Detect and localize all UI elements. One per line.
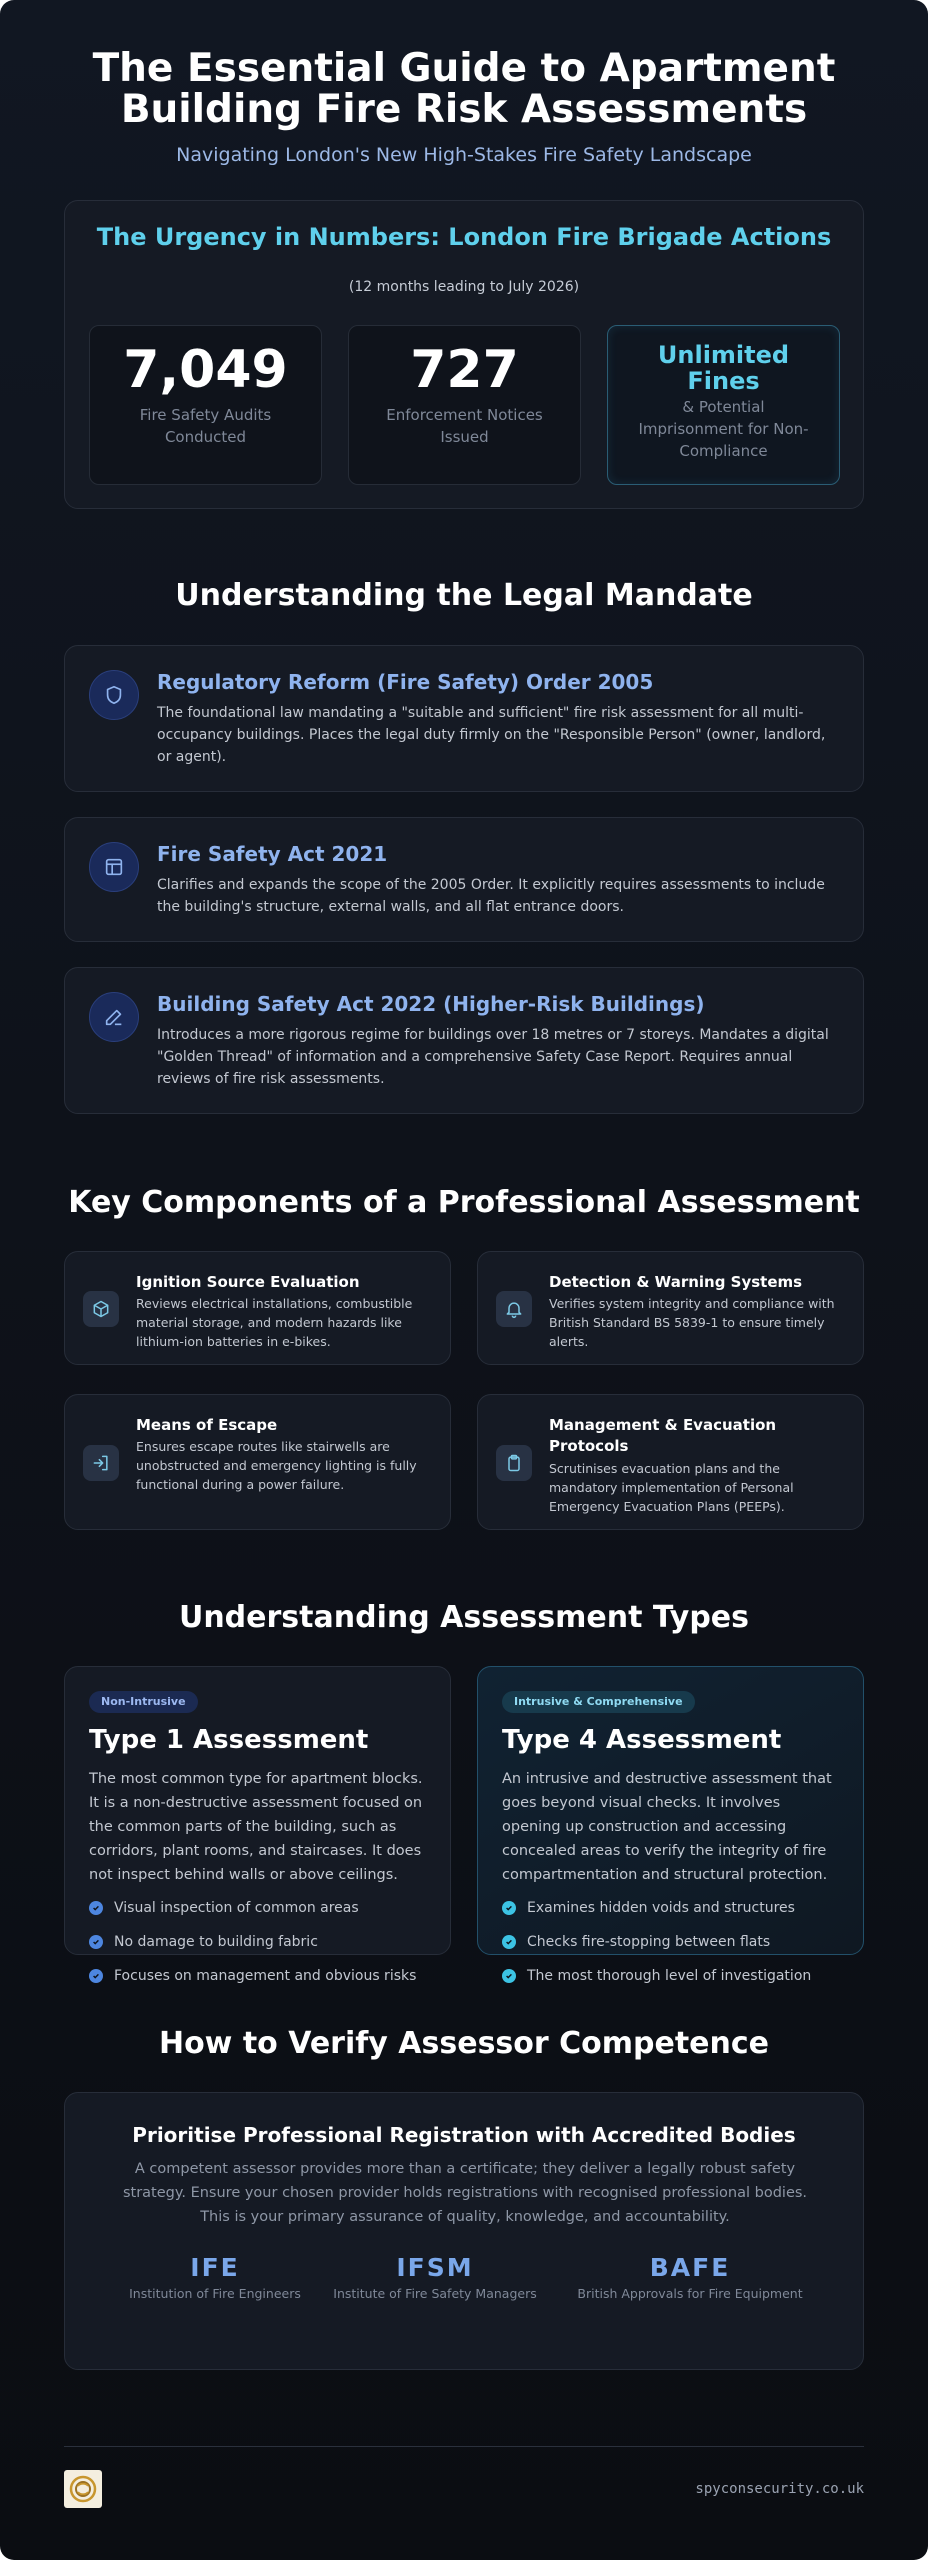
check-icon: [502, 1901, 516, 1915]
stat-notices: [348, 325, 581, 485]
legal-heading: Fire Safety Act 2021: [157, 842, 388, 866]
component-heading: Means of Escape: [136, 1416, 278, 1434]
legal-heading: Regulatory Reform (Fire Safety) Order 2005: [157, 670, 654, 694]
component-heading: Detection & Warning Systems: [549, 1273, 803, 1291]
body-bafe: [565, 2253, 815, 2301]
page-subtitle: Navigating London's New High-Stakes Fire Safety Landscape: [176, 144, 752, 166]
check-icon: [502, 1935, 516, 1949]
component-text: Ensures escape routes like stairwells are unobstructed and emergency lighting is fully functional during a power failure.: [136, 1439, 417, 1492]
stat-fines: [607, 325, 840, 485]
body-name: British Approvals for Fire Equipment: [577, 2286, 803, 2301]
competence-card-title: Prioritise Professional Registration with Accredited Bodies: [132, 2123, 796, 2147]
competence-section-title: How to Verify Assessor Competence: [158, 2026, 770, 2061]
type1-badge: Non-Intrusive: [89, 1691, 198, 1713]
type4-text: An intrusive and destructive assessment that goes beyond visual checks. It involves opening up construction and accessing concealed areas to verify the integrity of fire compartmentation and structural protection.: [502, 1771, 832, 1883]
legal-card-fire-safety-act: [64, 817, 864, 942]
list-item: Focuses on management and obvious risks: [89, 1959, 416, 1993]
footer-divider: [64, 2446, 864, 2447]
stat-value: 7,049: [123, 340, 288, 400]
component-card-escape: [64, 1394, 451, 1530]
check-icon: [502, 1969, 516, 1983]
types-section-title: Understanding Assessment Types: [178, 1600, 750, 1635]
stat-value: 727: [410, 340, 519, 400]
type4-heading: Type 4 Assessment: [502, 1725, 782, 1755]
stat-label: & Potential Imprisonment for Non-Compliance: [638, 398, 809, 460]
stat-label: Fire Safety Audits Conducted: [139, 406, 272, 446]
stat-value: Unlimited Fines: [657, 341, 790, 395]
layout-icon: [89, 842, 139, 892]
type4-badge: Intrusive & Comprehensive: [502, 1691, 695, 1713]
list-item: Examines hidden voids and structures: [502, 1891, 811, 1925]
body-ife: [125, 2253, 305, 2301]
cube-icon: [83, 1291, 119, 1327]
body-name: Institute of Fire Safety Managers: [333, 2286, 537, 2301]
component-heading: Management & Evacuation Protocols: [549, 1416, 777, 1455]
urgency-card: [64, 200, 864, 509]
check-icon: [89, 1901, 103, 1915]
urgency-period-note: (12 months leading to July 2026): [348, 279, 580, 295]
component-card-ignition: [64, 1251, 451, 1365]
legal-card-2005-order: [64, 645, 864, 792]
stat-audits: [89, 325, 322, 485]
list-item: Checks fire-stopping between flats: [502, 1925, 811, 1959]
legal-text: Introduces a more rigorous regime for buildings over 18 metres or 7 storeys. Mandates a digital "Golden Thread" of information and a comprehensive Safety Case Report. Requires annual reviews of fire risk assessments.: [157, 1027, 829, 1087]
check-icon: [89, 1935, 103, 1949]
body-ifsm: [325, 2253, 545, 2301]
bell-icon: [496, 1291, 532, 1327]
pencil-icon: [89, 992, 139, 1042]
body-abbr: IFE: [190, 2253, 240, 2282]
component-heading: Ignition Source Evaluation: [136, 1273, 360, 1291]
hero-header: [0, 48, 928, 166]
legal-heading: Building Safety Act 2022 (Higher-Risk Buildings): [157, 992, 705, 1016]
body-abbr: IFSM: [396, 2253, 474, 2282]
list-item: Visual inspection of common areas: [89, 1891, 416, 1925]
competence-description: A competent assessor provides more than a certificate; they deliver a legally robust safety strategy. Ensure your chosen provider holds registrations with recognised professional bodies. This is your primary assurance of quality, knowledge, and accountability.: [122, 2161, 808, 2225]
list-item: No damage to building fabric: [89, 1925, 416, 1959]
component-card-detection: [477, 1251, 864, 1365]
component-text: Scrutinises evacuation plans and the mandatory implementation of Personal Emergency Evacuation Plans (PEEPs).: [549, 1461, 794, 1514]
legal-text: Clarifies and expands the scope of the 2005 Order. It explicitly requires assessments to include the building's structure, external walls, and all flat entrance doors.: [157, 877, 825, 915]
component-text: Reviews electrical installations, combustible material storage, and modern hazards like lithium-ion batteries in e-bikes.: [136, 1296, 413, 1349]
component-text: Verifies system integrity and compliance with British Standard BS 5839-1 to ensure timely alerts.: [549, 1296, 835, 1349]
legal-text: The foundational law mandating a "suitable and sufficient" fire risk assessment for all multi-occupancy buildings. Places the legal duty firmly on the "Responsible Person" (owner, landlord, or agent).: [157, 705, 826, 765]
type1-heading: Type 1 Assessment: [89, 1725, 369, 1755]
competence-card: [64, 2092, 864, 2370]
clipboard-icon: [496, 1445, 532, 1481]
type4-points: [502, 1891, 811, 1993]
components-section-title: Key Components of a Professional Assessment: [68, 1185, 860, 1220]
list-item: The most thorough level of investigation: [502, 1959, 811, 1993]
type1-points: [89, 1891, 416, 1993]
type4-card: [477, 1666, 864, 1984]
type1-card: [64, 1666, 451, 1984]
body-abbr: BAFE: [649, 2253, 731, 2282]
legal-section-title: Understanding the Legal Mandate: [175, 578, 753, 613]
page-title: The Essential Guide to Apartment Building Fire Risk Assessments: [92, 46, 836, 132]
component-card-management: [477, 1394, 864, 1530]
stat-label: Enforcement Notices Issued: [386, 406, 543, 446]
legal-card-building-safety-act: [64, 967, 864, 1114]
exit-icon: [83, 1445, 119, 1481]
company-logo[interactable]: [64, 2470, 102, 2508]
footer-domain-link[interactable]: spyconsecurity.co.uk: [695, 2481, 864, 2497]
urgency-title: The Urgency in Numbers: London Fire Brigade Actions: [96, 223, 832, 251]
check-icon: [89, 1969, 103, 1983]
body-name: Institution of Fire Engineers: [129, 2286, 301, 2301]
type1-text: The most common type for apartment blocks. It is a non-destructive assessment focused on the common parts of the building, such as corridors, plant rooms, and staircases. It does not inspect behind walls or above ceilings.: [89, 1771, 423, 1883]
shield-icon: [89, 670, 139, 720]
